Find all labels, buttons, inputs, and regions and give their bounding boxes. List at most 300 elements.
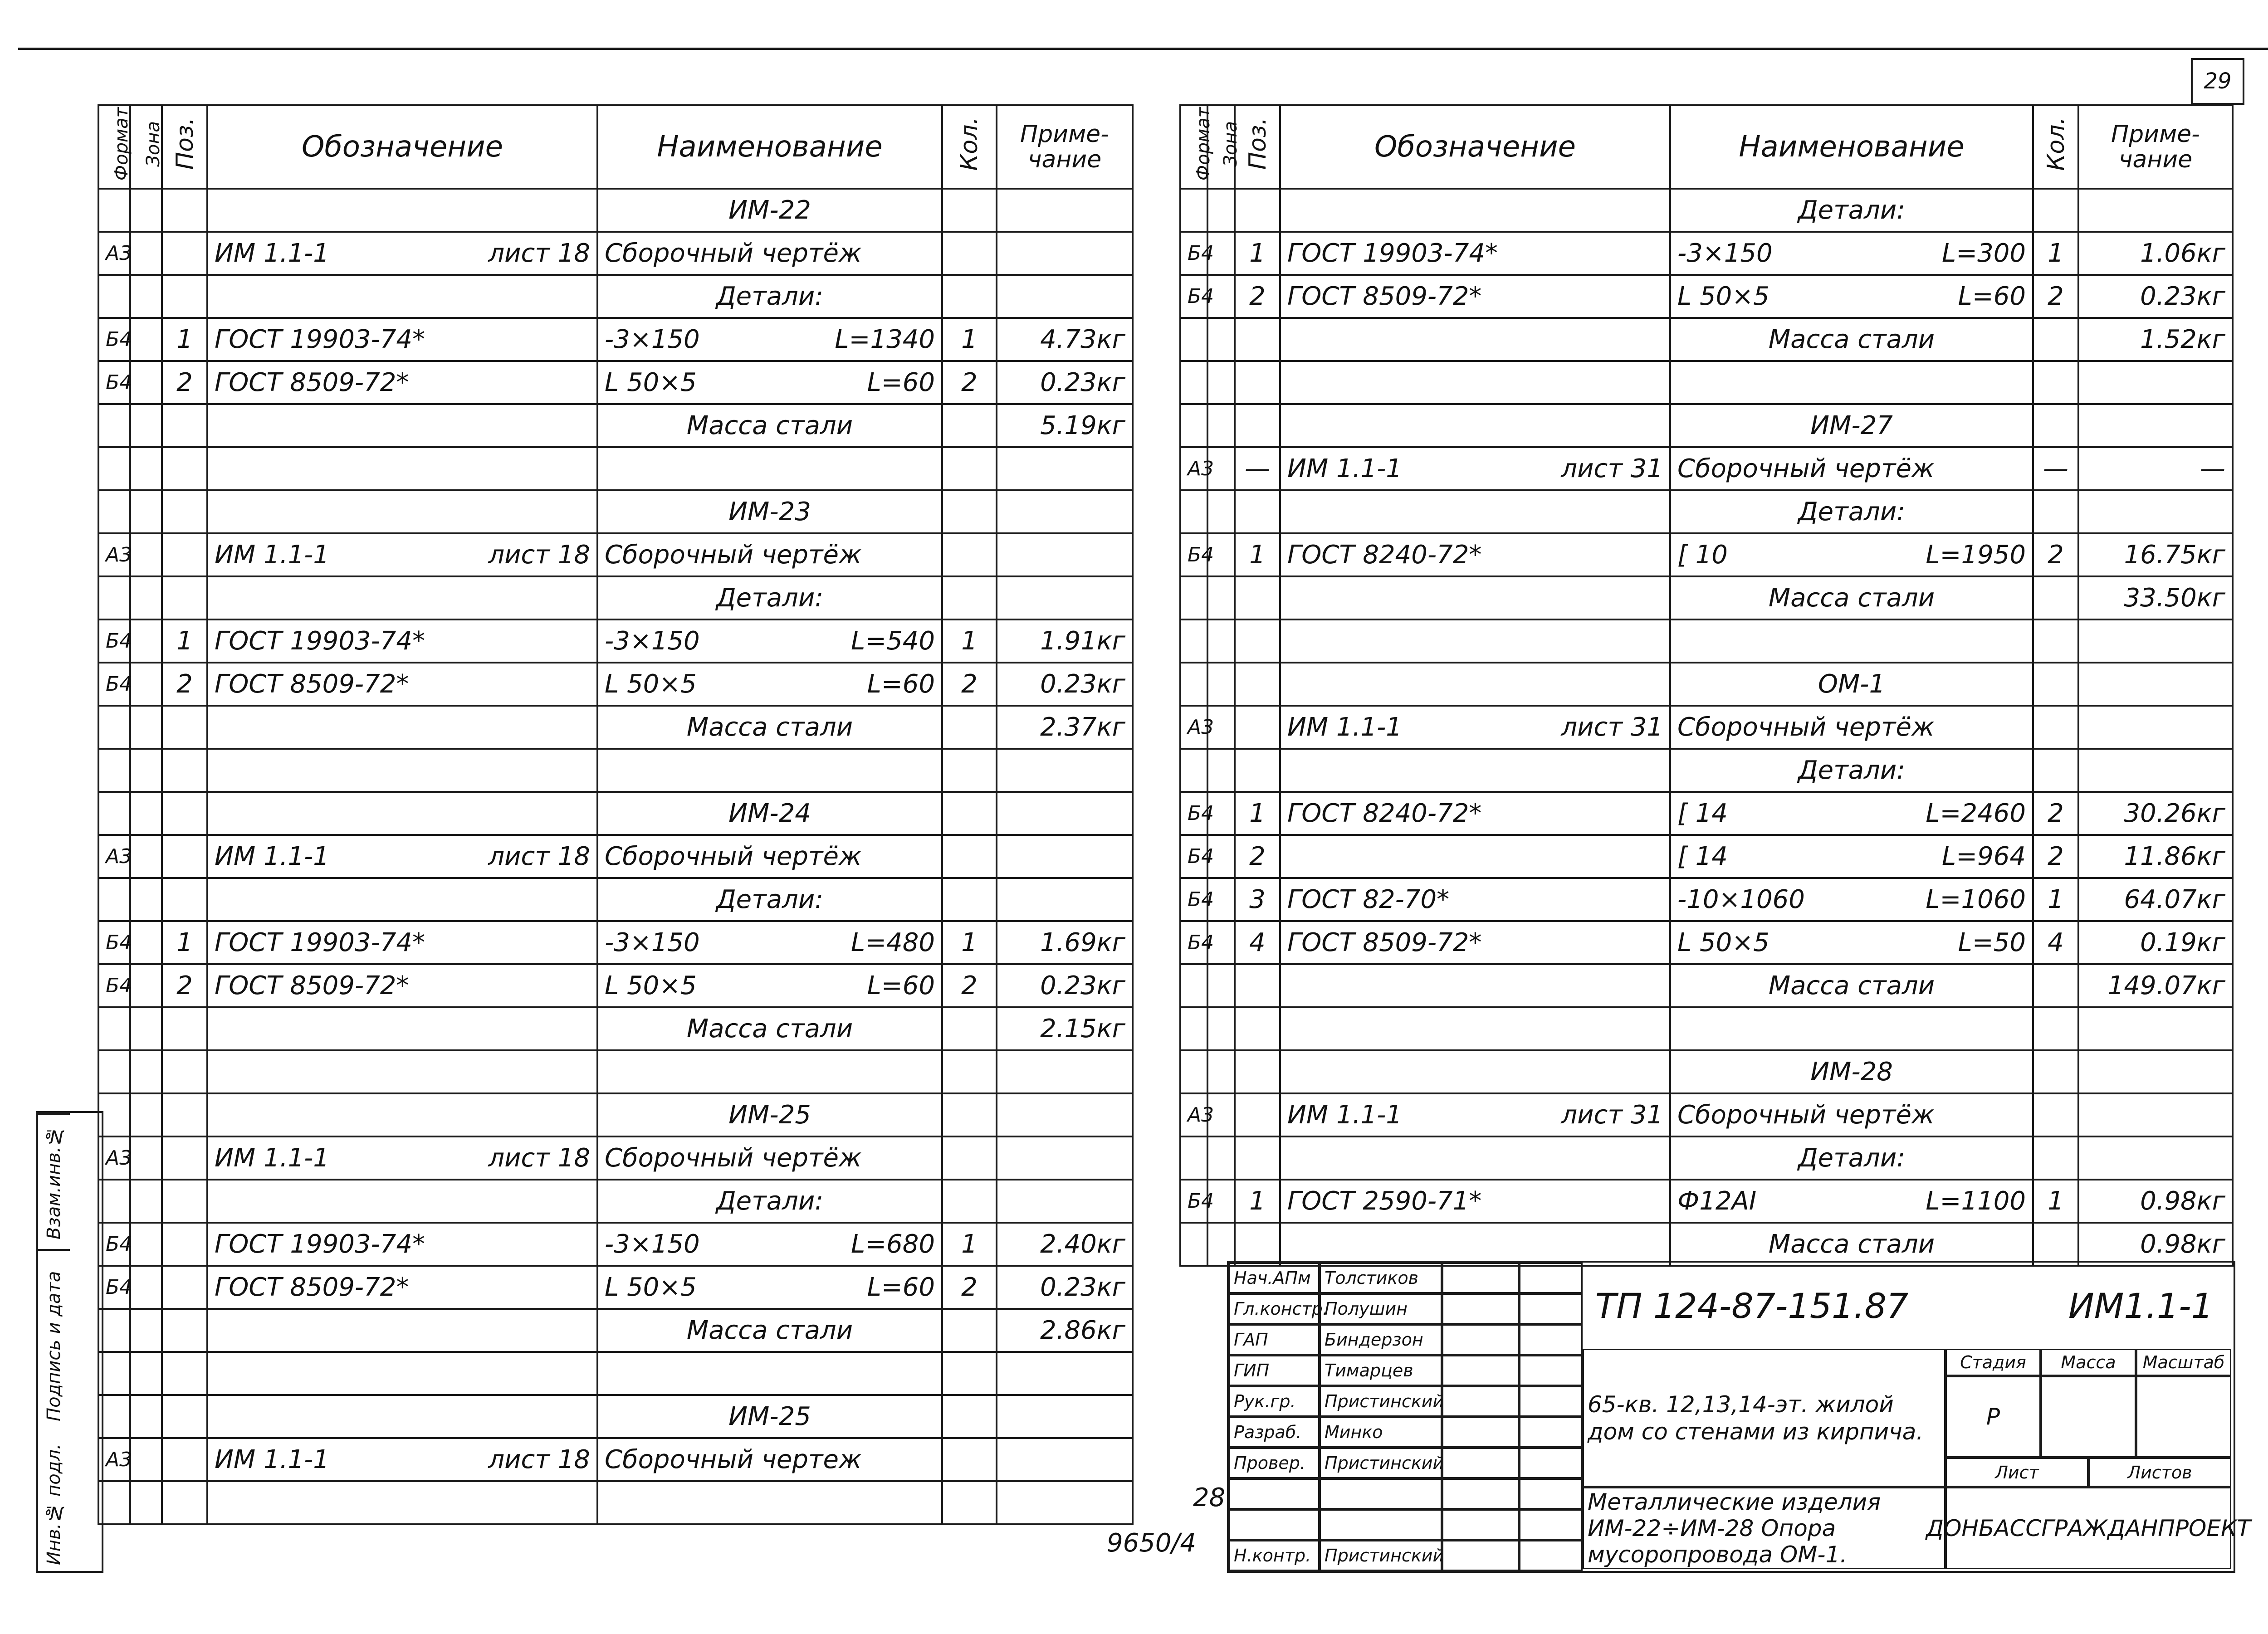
- designation-cell: [1280, 921, 1670, 964]
- note-cell: [997, 878, 1133, 921]
- zone-cell: [130, 1050, 162, 1093]
- name-wrap: [605, 1224, 935, 1265]
- zone-cell: [1207, 1050, 1235, 1093]
- title-person-name: Толстиков: [1320, 1263, 1442, 1293]
- name-cell: [1670, 921, 2033, 964]
- table-row: [1180, 576, 2233, 619]
- format-cell: А3: [1180, 706, 1207, 749]
- table-row: [98, 1438, 1133, 1481]
- qty-cell: [942, 1180, 997, 1223]
- designation-cell: [207, 447, 597, 490]
- format-cell: [1180, 1223, 1207, 1266]
- designation-cell: [207, 1180, 597, 1223]
- format-cell: [98, 576, 130, 619]
- name-wrap: [1677, 534, 2026, 576]
- title-role: ГАП: [1229, 1324, 1320, 1355]
- designation-wrap: [215, 1137, 590, 1179]
- designation-code: ИМ 1.1-1: [1287, 454, 1402, 483]
- zone-cell: [130, 1395, 162, 1438]
- format-cell: [1180, 663, 1207, 706]
- note-cell: [2078, 619, 2233, 663]
- designation-wrap: [215, 965, 590, 1006]
- pos-cell: [1235, 964, 1280, 1007]
- pos-cell: [1235, 1136, 1280, 1180]
- item-length: L=2460: [1926, 799, 2026, 828]
- header-name: Наименование: [1670, 105, 2033, 189]
- pos-cell: [162, 1309, 207, 1352]
- zone-cell: [130, 189, 162, 232]
- designation-code: ИМ 1.1-1: [215, 239, 329, 268]
- qty-cell: [2033, 619, 2078, 663]
- pos-cell: [162, 1093, 207, 1136]
- note-cell: [997, 275, 1133, 318]
- name-wrap: [605, 836, 935, 877]
- qty-cell: [2033, 964, 2078, 1007]
- name-wrap: [605, 362, 935, 403]
- format-cell: А3: [98, 835, 130, 878]
- name-wrap: [1677, 448, 2026, 489]
- name-wrap: [605, 534, 935, 576]
- designation-cell: [207, 878, 597, 921]
- pos-cell: [162, 189, 207, 232]
- sheets-label: Листов: [2088, 1458, 2231, 1487]
- qty-cell: [2033, 189, 2078, 232]
- header-note: Приме-чание: [2078, 105, 2233, 189]
- designation-cell: [207, 1266, 597, 1309]
- table-row: [98, 447, 1133, 490]
- scale-value: [2136, 1376, 2231, 1458]
- format-cell: Б4: [1180, 878, 1207, 921]
- table-row: [1180, 1223, 2233, 1266]
- designation-cell: [1280, 749, 1670, 792]
- title-person-name: Тимарцев: [1320, 1355, 1442, 1386]
- table-row: [1180, 878, 2233, 921]
- position-cell: 1: [1235, 1180, 1280, 1223]
- sheet-title: Металлические изделия ИМ-22÷ИМ-28 Опора мусоропровода ОМ-1.: [1583, 1487, 1945, 1569]
- designation-code: ГОСТ 8509-72*: [215, 368, 409, 397]
- format-cell: Б4: [1180, 1180, 1207, 1223]
- qty-cell: [2033, 490, 2078, 533]
- item-name: L 50×5: [605, 1273, 697, 1302]
- zone-cell: [1207, 964, 1235, 1007]
- designation-code: ИМ 1.1-1: [215, 540, 329, 570]
- item-name: [ 14: [1677, 799, 1728, 828]
- format-cell: Б4: [98, 1223, 130, 1266]
- name-cell: [1670, 232, 2033, 275]
- designation-cell: [1280, 576, 1670, 619]
- name-wrap: [605, 1137, 935, 1179]
- zone-cell: [130, 835, 162, 878]
- steel-mass-value: 5.19кг: [997, 404, 1133, 447]
- designation-cell: [207, 1438, 597, 1481]
- date-cell: [1519, 1417, 1583, 1448]
- name-wrap: [605, 319, 935, 360]
- item-length: L=60: [867, 368, 935, 397]
- top-border-line: [18, 48, 2268, 50]
- format-cell: Б4: [98, 663, 130, 706]
- zone-cell: [1207, 189, 1235, 232]
- item-name: L 50×5: [605, 368, 697, 397]
- format-cell: [98, 275, 130, 318]
- signature-cell: [1442, 1386, 1519, 1417]
- position-cell: 1: [1235, 232, 1280, 275]
- table-row: [98, 318, 1133, 361]
- format-cell: Б4: [1180, 275, 1207, 318]
- signature-cell: [1442, 1324, 1519, 1355]
- name-cell: [597, 361, 942, 404]
- table-row: [98, 404, 1133, 447]
- pos-cell: [162, 1050, 207, 1093]
- note-cell: [2078, 1007, 2233, 1050]
- designation-wrap: [1287, 793, 1663, 834]
- table-row: [1180, 189, 2233, 232]
- quantity-cell: 2: [942, 964, 997, 1007]
- stage-label: Стадия: [1945, 1349, 2041, 1376]
- format-cell: [98, 706, 130, 749]
- date-cell: [1519, 1448, 1583, 1478]
- note-mass-cell: 0.23кг: [997, 964, 1133, 1007]
- designation-code: ГОСТ 19903-74*: [215, 1229, 425, 1259]
- position-cell: 2: [162, 663, 207, 706]
- pos-cell: [1235, 1050, 1280, 1093]
- zone-cell: [130, 663, 162, 706]
- table-row: [1180, 1136, 2233, 1180]
- table-row: [1180, 792, 2233, 835]
- position-cell: 2: [162, 964, 207, 1007]
- steel-mass-value: 2.37кг: [997, 706, 1133, 749]
- qty-cell: [2033, 1223, 2078, 1266]
- designation-code: ГОСТ 19903-74*: [215, 626, 425, 656]
- date-cell: [1519, 1263, 1583, 1293]
- signature-cell: [1442, 1478, 1519, 1509]
- table-row: [98, 1309, 1133, 1352]
- archive-number: 9650/4: [1107, 1528, 1197, 1558]
- designation-code: ГОСТ 82-70*: [1287, 885, 1450, 914]
- table-row: [1180, 404, 2233, 447]
- format-cell: Б4: [1180, 792, 1207, 835]
- position-cell: 2: [162, 361, 207, 404]
- quantity-cell: 2: [2033, 275, 2078, 318]
- note-cell: [2078, 189, 2233, 232]
- table-row: [1180, 1050, 2233, 1093]
- position-cell: [1235, 706, 1280, 749]
- designation-wrap: [215, 663, 590, 705]
- date-cell: [1519, 1478, 1583, 1509]
- pos-cell: [162, 404, 207, 447]
- note-mass-cell: 0.19кг: [2078, 921, 2233, 964]
- designation-cell: [1280, 404, 1670, 447]
- designation-cell: [1280, 619, 1670, 663]
- designation-cell: [1280, 835, 1670, 878]
- designation-cell: [1280, 1180, 1670, 1223]
- position-cell: 1: [1235, 792, 1280, 835]
- table-row: [98, 361, 1133, 404]
- table-row: [98, 576, 1133, 619]
- title-block: [1227, 1261, 2251, 1573]
- designation-code: ГОСТ 19903-74*: [215, 325, 425, 354]
- qty-cell: [942, 1007, 997, 1050]
- name-cell: [1670, 792, 2033, 835]
- title-role: Провер.: [1229, 1448, 1320, 1478]
- format-cell: Б4: [98, 964, 130, 1007]
- position-cell: [162, 1223, 207, 1266]
- designation-wrap: [1287, 879, 1663, 920]
- position-cell: [1235, 1093, 1280, 1136]
- item-name: Сборочный чертёж: [1677, 712, 1935, 742]
- item-length: L=680: [850, 1229, 935, 1259]
- zone-cell: [130, 619, 162, 663]
- quantity-cell: —: [2033, 447, 2078, 490]
- note-cell: [997, 189, 1133, 232]
- note-cell: [2078, 361, 2233, 404]
- table-row: [1180, 619, 2233, 663]
- date-cell: [1519, 1324, 1583, 1355]
- designation-wrap: [215, 1439, 590, 1480]
- designation-cell: [207, 1481, 597, 1524]
- item-length: L=1100: [1926, 1186, 2026, 1216]
- designation-code: ГОСТ 8240-72*: [1287, 799, 1482, 828]
- designation-cell: [1280, 189, 1670, 232]
- format-cell: [98, 490, 130, 533]
- format-cell: А3: [98, 533, 130, 576]
- date-cell: [1519, 1540, 1583, 1571]
- scale-label: Масштаб: [2136, 1349, 2231, 1376]
- zone-cell: [130, 275, 162, 318]
- section-title: Детали:: [597, 1180, 942, 1223]
- specification-table-right: [1179, 104, 2234, 1267]
- qty-cell: [942, 749, 997, 792]
- pos-cell: [162, 1481, 207, 1524]
- quantity-cell: 2: [942, 1266, 997, 1309]
- date-cell: [1519, 1355, 1583, 1386]
- designation-cell: [1280, 1050, 1670, 1093]
- name-cell: [597, 1050, 942, 1093]
- designation-wrap: [1287, 707, 1663, 748]
- table-row: [98, 663, 1133, 706]
- format-cell: [1180, 1050, 1207, 1093]
- note-mass-cell: —: [2078, 447, 2233, 490]
- designation-cell: [1280, 1223, 1670, 1266]
- section-title: ИМ-23: [597, 490, 942, 533]
- designation-code: ИМ 1.1-1: [215, 1445, 329, 1474]
- qty-cell: [2033, 361, 2078, 404]
- table-row: [1180, 1093, 2233, 1136]
- name-wrap: [1677, 1180, 2026, 1222]
- note-cell: [997, 1352, 1133, 1395]
- format-cell: Б4: [1180, 921, 1207, 964]
- item-name: Сборочный чертёж: [605, 1143, 862, 1173]
- position-cell: 1: [162, 318, 207, 361]
- name-cell: [597, 619, 942, 663]
- item-name: -3×150: [1677, 239, 1773, 268]
- designation-code: ГОСТ 2590-71*: [1287, 1186, 1482, 1216]
- quantity-cell: 2: [942, 361, 997, 404]
- designation-cell: [1280, 318, 1670, 361]
- item-name: [ 14: [1677, 842, 1728, 871]
- steel-mass-value: 0.98кг: [2078, 1223, 2233, 1266]
- note-cell: [997, 1093, 1133, 1136]
- item-length: L=300: [1941, 239, 2026, 268]
- table-body-left: [98, 189, 1133, 1524]
- steel-mass-value: 149.07кг: [2078, 964, 2233, 1007]
- note-mass-cell: 0.23кг: [997, 361, 1133, 404]
- section-title: ИМ-27: [1670, 404, 2033, 447]
- format-cell: Б4: [98, 1266, 130, 1309]
- item-name: Сборочный чертёж: [605, 239, 862, 268]
- note-mass-cell: [997, 232, 1133, 275]
- note-mass-cell: 2.40кг: [997, 1223, 1133, 1266]
- table-row: [98, 1050, 1133, 1093]
- designation-code: ИМ 1.1-1: [1287, 1100, 1402, 1130]
- position-cell: [162, 1136, 207, 1180]
- item-name: L 50×5: [605, 669, 697, 699]
- designation-code: ГОСТ 8240-72*: [1287, 540, 1482, 570]
- page-number: 29: [2191, 58, 2244, 105]
- table-row: [1180, 921, 2233, 964]
- table-row: [98, 275, 1133, 318]
- qty-cell: [942, 189, 997, 232]
- note-mass-cell: 0.23кг: [2078, 275, 2233, 318]
- steel-mass-value: 2.86кг: [997, 1309, 1133, 1352]
- qty-cell: [2033, 576, 2078, 619]
- format-cell: [1180, 404, 1207, 447]
- name-cell: [597, 1223, 942, 1266]
- table-header-row: [98, 105, 1133, 189]
- pos-cell: [162, 576, 207, 619]
- zone-cell: [130, 1136, 162, 1180]
- qty-cell: [942, 1395, 997, 1438]
- table-row: [1180, 964, 2233, 1007]
- approval-strip: [36, 1111, 103, 1573]
- designation-cell: [1280, 663, 1670, 706]
- name-wrap: [1677, 922, 2026, 963]
- zone-cell: [130, 1093, 162, 1136]
- title-role: [1229, 1509, 1320, 1540]
- table-row: [98, 189, 1133, 232]
- quantity-cell: [942, 1136, 997, 1180]
- designation-wrap: [1287, 1094, 1663, 1136]
- name-cell: [597, 232, 942, 275]
- qty-cell: [942, 878, 997, 921]
- name-wrap: [605, 922, 935, 963]
- section-title: ОМ-1: [1670, 663, 2033, 706]
- name-cell: [597, 1481, 942, 1524]
- designation-cell: [207, 318, 597, 361]
- designation-cell: [207, 663, 597, 706]
- designation-code: ГОСТ 19903-74*: [1287, 239, 1498, 268]
- title-role: Рук.гр.: [1229, 1386, 1320, 1417]
- format-cell: [1180, 361, 1207, 404]
- item-name: L 50×5: [1677, 928, 1769, 957]
- qty-cell: [942, 1352, 997, 1395]
- header-name: Наименование: [597, 105, 942, 189]
- title-person-name: Пристинский: [1320, 1448, 1442, 1478]
- quantity-cell: [942, 533, 997, 576]
- zone-cell: [1207, 490, 1235, 533]
- designation-cell: [1280, 706, 1670, 749]
- note-cell: [997, 1481, 1133, 1524]
- zone-cell: [1207, 404, 1235, 447]
- name-cell: [1670, 878, 2033, 921]
- section-title: ИМ-24: [597, 792, 942, 835]
- name-cell: [1670, 619, 2033, 663]
- position-cell: 3: [1235, 878, 1280, 921]
- object-description: 65-кв. 12,13,14-эт. жилой дом со стенами из кирпича.: [1583, 1349, 1945, 1487]
- name-wrap: [1677, 276, 2026, 317]
- name-cell: [597, 1438, 942, 1481]
- note-cell: [997, 447, 1133, 490]
- note-mass-cell: [997, 835, 1133, 878]
- steel-mass-label: Масса стали: [597, 404, 942, 447]
- zone-cell: [130, 404, 162, 447]
- name-cell: [597, 533, 942, 576]
- sheet-ref: лист 31: [1561, 712, 1663, 742]
- qty-cell: [942, 706, 997, 749]
- item-name: -10×1060: [1677, 885, 1805, 914]
- title-role: Н.контр.: [1229, 1540, 1320, 1571]
- section-title: ИМ-25: [597, 1395, 942, 1438]
- zone-cell: [1207, 749, 1235, 792]
- table-body-right: [1180, 189, 2233, 1266]
- format-cell: [98, 1050, 130, 1093]
- designation-wrap: [215, 534, 590, 576]
- name-wrap: [605, 663, 935, 705]
- note-mass-cell: 0.98кг: [2078, 1180, 2233, 1223]
- name-wrap: [1677, 233, 2026, 274]
- format-cell: [98, 878, 130, 921]
- item-name: [ 10: [1677, 540, 1728, 570]
- section-title: Детали:: [1670, 490, 2033, 533]
- zone-cell: [130, 706, 162, 749]
- pos-cell: [162, 706, 207, 749]
- header-zone: Зона: [143, 121, 164, 167]
- item-length: L=60: [867, 971, 935, 1000]
- designation-wrap: [215, 233, 590, 274]
- zone-cell: [130, 1309, 162, 1352]
- position-cell: [162, 1266, 207, 1309]
- pos-cell: [162, 1007, 207, 1050]
- zone-cell: [130, 1266, 162, 1309]
- item-length: L=480: [850, 928, 935, 957]
- zone-cell: [130, 964, 162, 1007]
- pos-cell: [162, 490, 207, 533]
- header-designation: Обозначение: [207, 105, 597, 189]
- quantity-cell: 1: [942, 318, 997, 361]
- item-length: L=1340: [835, 325, 935, 354]
- section-title: Детали:: [597, 576, 942, 619]
- quantity-cell: 1: [942, 921, 997, 964]
- item-length: L=540: [850, 626, 935, 656]
- header-pos: Поз.: [1244, 117, 1271, 170]
- header-format: Формат: [1193, 107, 1214, 181]
- format-cell: [1180, 490, 1207, 533]
- name-wrap: [605, 233, 935, 274]
- designation-cell: [1280, 533, 1670, 576]
- zone-cell: [130, 1007, 162, 1050]
- note-cell: [2078, 749, 2233, 792]
- qty-cell: [2033, 404, 2078, 447]
- designation-wrap: [1287, 448, 1663, 489]
- designation-cell: [207, 275, 597, 318]
- position-cell: 1: [1235, 533, 1280, 576]
- section-title: Детали:: [1670, 749, 2033, 792]
- table-row: [98, 792, 1133, 835]
- name-wrap: [1677, 836, 2026, 877]
- quantity-cell: 2: [942, 663, 997, 706]
- qty-cell: [2033, 749, 2078, 792]
- table-row: [1180, 1180, 2233, 1223]
- table-row: [98, 1007, 1133, 1050]
